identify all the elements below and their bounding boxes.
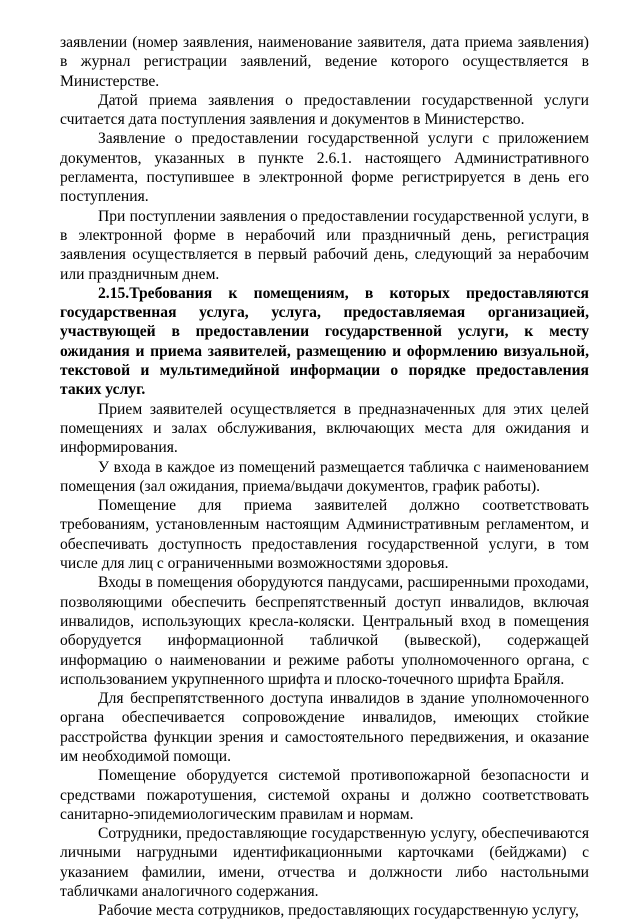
paragraph-holiday-registration: При поступлении заявления о предоставлении государственной услуги, в в электронной форме в нерабочий или праздничный день, регистрация заявления осуществляется в первый рабочий день, следующий за нерабочим или праздничным днем. bbox=[60, 207, 589, 283]
section-heading-2-15: 2.15.Требования к помещениям, в которых предоставляются государственная услуга, услуга, предоставляемая организацией, участвующей в предоставлении государственной услуги, к месту ожидания и приема заявителей, размещению и оформлению визуальной, текстовой и мультимедийной информации о порядке предоставления таких услуг. bbox=[60, 284, 589, 399]
paragraph-electronic-registration: Заявление о предоставлении государственной услуги с приложением документов, указанных в пункте 2.6.1. настоящего Административного регламента, поступившее в электронной форме регистрируется в день его поступления. bbox=[60, 130, 589, 206]
paragraph-staff-badges: Сотрудники, предоставляющие государственную услугу, обеспечиваются личными нагрудными идентификационными карточками (бейджами) с указанием фамилии, имени, отчества и должности либо настольными табличками аналогичного содержания. bbox=[60, 825, 589, 901]
paragraph-premises-requirements: Помещение для приема заявителей должно соответствовать требованиям, установленным настоящим Административным регламентом, и обеспечивать доступность предоставления государственной услуги, в том числе для лиц с ограниченными возможностями здоровья. bbox=[60, 497, 589, 573]
paragraph-registration-journal: заявлении (номер заявления, наименование заявителя, дата приема заявления) в журнал регистрации заявлений, ведение которого осуществляется в Министерстве. bbox=[60, 34, 589, 90]
paragraph-reception-premises: Прием заявителей осуществляется в предназначенных для этих целей помещениях и залах обслуживания, включающих места для ожидания и информирования. bbox=[60, 400, 589, 457]
paragraph-disabled-access: Для беспрепятственного доступа инвалидов в здание уполномоченного органа обеспечивается сопровождение инвалидов, имеющих стойкие расстройства функции зрения и самостоятельного передвижения, и оказание им необходимой помощи. bbox=[60, 690, 589, 765]
paragraph-fire-safety: Помещение оборудуется системой противопожарной безопасности и средствами пожаротушения, системой охраны и должно соответствовать санитарно-эпидемиологическим правилам и нормам. bbox=[60, 767, 589, 823]
paragraph-receipt-date: Датой приема заявления о предоставлении государственной услуги считается дата поступления заявления и документов в Министерство. bbox=[60, 91, 589, 129]
paragraph-accessibility-entrances: Входы в помещения оборудуются пандусами, расширенными проходами, позволяющими обеспечить беспрепятственный доступ инвалидов, включая инвалидов, использующих кресла-коляски. Центральный вход в помещения оборудуется информационной табличкой (вывеской), содержащей информацию о наименовании и режиме работы уполномоченного органа, с использованием укрупненного шрифта и плоско-точечного шрифта Брайля. bbox=[60, 574, 589, 688]
paragraph-workplaces: Рабочие места сотрудников, предоставляющих государственную услугу, bbox=[98, 902, 579, 920]
paragraph-entrance-sign: У входа в каждое из помещений размещается табличка с наименованием помещения (зал ожидания, приема/выдачи документов, график работы). bbox=[60, 458, 589, 495]
document-page bbox=[60, 33, 589, 921]
